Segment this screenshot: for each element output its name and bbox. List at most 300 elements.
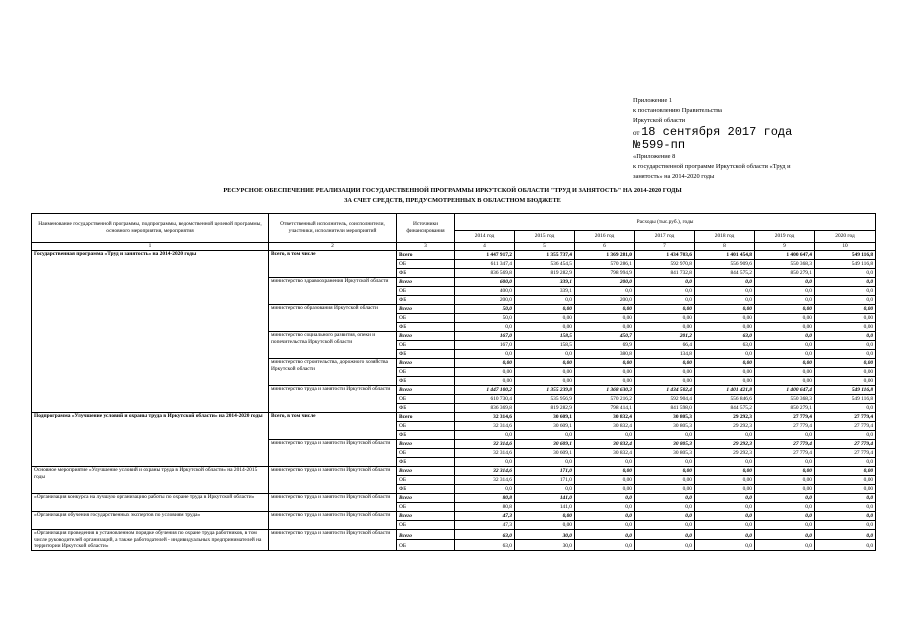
amount-cell: 167,0 <box>455 332 515 341</box>
executor-cell: министерство строительства, дорожного хозяйства Иркутской области <box>269 359 397 386</box>
amount-cell: 570 286,1 <box>575 260 635 269</box>
amount-cell: 0,00 <box>755 359 815 368</box>
amount-cell: 0,00 <box>515 314 575 323</box>
funding-source: ОБ <box>397 395 455 404</box>
amount-cell: 0,0 <box>695 287 755 296</box>
funding-source: ОБ <box>397 449 455 458</box>
amount-cell: 0,00 <box>695 377 755 386</box>
amount-cell: 0,00 <box>755 305 815 314</box>
executor-cell: министерство труда и занятости Иркутской области <box>269 386 397 413</box>
amount-cell: 836 369,8 <box>455 404 515 413</box>
amount-cell: 549 116,8 <box>815 386 876 395</box>
amount-cell: 80,8 <box>455 494 515 503</box>
table-row <box>32 530 876 540</box>
amount-cell: 0,00 <box>755 476 815 485</box>
amount-cell: 0,00 <box>635 359 695 368</box>
amount-cell: 30,0 <box>515 530 575 540</box>
amount-cell: 30 805,3 <box>635 413 695 422</box>
amount-cell: 32 314,6 <box>455 413 515 422</box>
amount-cell: 450,7 <box>575 332 635 341</box>
executor-cell: министерство труда и занятости Иркутской области <box>269 440 397 467</box>
amount-cell: 63,0 <box>455 530 515 540</box>
amount-cell: 0,0 <box>755 332 815 341</box>
resolution-number: 599-пп <box>641 138 686 152</box>
amount-cell: 0,0 <box>815 512 876 521</box>
amount-cell: 0,00 <box>755 323 815 332</box>
amount-cell: 0,0 <box>575 494 635 503</box>
amount-cell: 0,00 <box>455 359 515 368</box>
item-name: «Организация обучения государственных экспертов по условиям труда» <box>32 512 269 530</box>
year-header: 2018 год <box>695 231 755 243</box>
amount-cell: 0,0 <box>575 540 635 550</box>
amount-cell: 0,0 <box>515 296 575 305</box>
amount-cell: 0,0 <box>815 350 876 359</box>
resolution-number-line <box>633 139 792 152</box>
amount-cell: 0,00 <box>755 377 815 386</box>
amount-cell: 610 730,4 <box>455 395 515 404</box>
funding-source: ФБ <box>397 323 455 332</box>
amount-cell: 0,00 <box>635 377 695 386</box>
funding-source: ФБ <box>397 485 455 494</box>
amount-cell: 0,00 <box>815 377 876 386</box>
column-number: 9 <box>755 243 815 251</box>
amount-cell: 0,00 <box>575 305 635 314</box>
amount-cell: 1 400 647,4 <box>755 386 815 395</box>
amount-cell: 556 909,6 <box>695 260 755 269</box>
amount-cell: 0,0 <box>755 512 815 521</box>
year-header: 2014 год <box>455 231 515 243</box>
amount-cell: 200,0 <box>575 278 635 287</box>
funding-source: ОБ <box>397 341 455 350</box>
amount-cell: 32 314,6 <box>455 476 515 485</box>
item-name: «Организация конкурса на лучшую организацию работы по охране труда в Иркутской области» <box>32 494 269 512</box>
funding-source: ФБ <box>397 350 455 359</box>
table-row <box>32 413 876 422</box>
funding-source: ОБ <box>397 287 455 296</box>
amount-cell: 0,00 <box>815 359 876 368</box>
table-row <box>32 467 876 476</box>
amount-cell: 549 116,8 <box>815 260 876 269</box>
amount-cell: 1 401 421,8 <box>695 386 755 395</box>
amount-cell: 47,3 <box>455 521 515 530</box>
amount-cell: 0,0 <box>635 512 695 521</box>
header-name: Наименование государственной программы, подпрограммы, ведомственной целевой программы, основного мероприятия, мероприятия <box>32 214 269 243</box>
amount-cell: 0,0 <box>635 287 695 296</box>
amount-cell: 0,00 <box>815 314 876 323</box>
amount-cell: 400,0 <box>455 287 515 296</box>
amount-cell: 819 282,9 <box>515 269 575 278</box>
amount-cell: 0,0 <box>455 431 515 440</box>
amount-cell: 0,00 <box>635 323 695 332</box>
amount-cell: 0,00 <box>515 305 575 314</box>
amount-cell: 27 779,4 <box>755 422 815 431</box>
amount-cell: 27 779,4 <box>755 440 815 449</box>
amount-cell: 0,00 <box>635 485 695 494</box>
amount-cell: 30,0 <box>515 540 575 550</box>
column-number: 8 <box>695 243 755 251</box>
amount-cell: 836 569,8 <box>455 269 515 278</box>
amount-cell: 200,0 <box>575 296 635 305</box>
amount-cell: 0,00 <box>635 305 695 314</box>
amount-cell: 339,1 <box>515 287 575 296</box>
amount-cell: 819 282,9 <box>515 404 575 413</box>
amount-cell: 798 414,1 <box>575 404 635 413</box>
amount-cell: 158,5 <box>515 332 575 341</box>
year-header: 2019 год <box>755 231 815 243</box>
amount-cell: 32 314,6 <box>455 449 515 458</box>
amount-cell: 0,0 <box>455 485 515 494</box>
amount-cell: 380,8 <box>575 350 635 359</box>
funding-source: ОБ <box>397 260 455 269</box>
amount-cell: 30 832,4 <box>575 440 635 449</box>
amount-cell: 0,00 <box>635 467 695 476</box>
funding-source: ФБ <box>397 377 455 386</box>
amount-cell: 32 314,6 <box>455 422 515 431</box>
amount-cell: 0,0 <box>635 431 695 440</box>
amount-cell: 0,0 <box>695 278 755 287</box>
amount-cell: 0,0 <box>635 494 695 503</box>
amount-cell: 30 609,1 <box>515 413 575 422</box>
amount-cell: 0,0 <box>755 540 815 550</box>
amount-cell: 850 279,1 <box>755 269 815 278</box>
amount-cell: 0,0 <box>695 540 755 550</box>
amount-cell: 27 779,4 <box>755 413 815 422</box>
amount-cell: 0,00 <box>695 359 755 368</box>
amount-cell: 0,00 <box>515 377 575 386</box>
amount-cell: 1 368 630,3 <box>575 386 635 395</box>
funding-source: ФБ <box>397 458 455 467</box>
amount-cell: 0,0 <box>815 296 876 305</box>
amount-cell: 0,0 <box>755 458 815 467</box>
amount-cell: 0,0 <box>455 350 515 359</box>
amount-cell: 134,8 <box>635 350 695 359</box>
amount-cell: 0,0 <box>695 296 755 305</box>
funding-source: Всего <box>397 467 455 476</box>
amount-cell: 0,0 <box>695 503 755 512</box>
funding-source: ФБ <box>397 296 455 305</box>
funding-source: Всего <box>397 494 455 503</box>
funding-source: Всего <box>397 440 455 449</box>
executor-cell: Всего, в том числе <box>269 251 397 278</box>
amount-cell: 0,00 <box>575 476 635 485</box>
amount-cell: 0,0 <box>695 494 755 503</box>
amount-cell: 29 292,3 <box>695 440 755 449</box>
amount-cell: 0,0 <box>515 458 575 467</box>
amount-cell: 0,0 <box>755 503 815 512</box>
amount-cell: 0,00 <box>755 314 815 323</box>
amount-cell: 600,0 <box>455 278 515 287</box>
amount-cell: 30 832,4 <box>575 449 635 458</box>
funding-source: ОБ <box>397 314 455 323</box>
appendix-label: Приложение 1 <box>633 97 673 104</box>
amount-cell: 0,0 <box>575 530 635 540</box>
amount-cell: 1 434 502,4 <box>635 386 695 395</box>
amount-cell: 550 368,3 <box>755 395 815 404</box>
amount-cell: 0,00 <box>695 314 755 323</box>
funding-source: Всего <box>397 332 455 341</box>
executor-cell: министерство образования Иркутской области <box>269 305 397 332</box>
amount-cell: 27 779,4 <box>815 422 876 431</box>
amount-cell: 27 779,4 <box>815 413 876 422</box>
funding-source: ОБ <box>397 521 455 530</box>
amount-cell: 30 609,1 <box>515 449 575 458</box>
funding-source: ОБ <box>397 503 455 512</box>
item-name: Подпрограмма «Улучшение условий и охраны труда в Иркутской области» на 2014-2020 годы <box>32 413 269 467</box>
amount-cell: 592 970,8 <box>635 260 695 269</box>
column-number: 3 <box>397 243 455 251</box>
amount-cell: 1 400 647,4 <box>755 251 815 260</box>
amount-cell: 200,0 <box>455 296 515 305</box>
executor-cell: министерство труда и занятости Иркутской области <box>269 512 397 530</box>
amount-cell: 1 355 737,4 <box>515 251 575 260</box>
amount-cell: 844 575,2 <box>695 269 755 278</box>
funding-source: Всего <box>397 305 455 314</box>
amount-cell: 536 454,5 <box>515 260 575 269</box>
amount-cell: 0,0 <box>575 458 635 467</box>
amount-cell: 339,1 <box>515 278 575 287</box>
executor-cell: министерство здравоохранения Иркутской области <box>269 278 397 305</box>
funding-source: ОБ <box>397 476 455 485</box>
title-line-2: ЗА СЧЕТ СРЕДСТВ, ПРЕДУСМОТРЕННЫХ В ОБЛАСТНОМ БЮДЖЕТЕ <box>344 197 561 204</box>
amount-cell: 0,00 <box>695 467 755 476</box>
funding-source: ФБ <box>397 431 455 440</box>
amount-cell: 0,0 <box>455 323 515 332</box>
amount-cell: 167,0 <box>455 341 515 350</box>
amount-cell: 0,0 <box>515 485 575 494</box>
amount-cell: 0,00 <box>575 359 635 368</box>
amount-cell: 549 116,8 <box>815 251 876 260</box>
amount-cell: 0,0 <box>755 296 815 305</box>
executor-cell: Всего, в том числе <box>269 413 397 440</box>
amount-cell: 0,00 <box>755 467 815 476</box>
amount-cell: 32 314,6 <box>455 440 515 449</box>
amount-cell: 29 292,3 <box>695 422 755 431</box>
amount-cell: 0,0 <box>815 540 876 550</box>
amount-cell: 30 609,1 <box>515 422 575 431</box>
amount-cell: 171,0 <box>515 476 575 485</box>
amount-cell: 0,0 <box>575 431 635 440</box>
executor-cell: министерство социального развития, опеки и попечительства Иркутской области <box>269 332 397 359</box>
amount-cell: 0,0 <box>755 350 815 359</box>
amount-cell: 549 116,8 <box>815 395 876 404</box>
column-number: 10 <box>815 243 876 251</box>
amount-cell: 158,5 <box>515 341 575 350</box>
amount-cell: 0,00 <box>575 485 635 494</box>
amount-cell: 63,0 <box>695 341 755 350</box>
resolution-label: к постановлению Правительства <box>633 107 723 114</box>
document-header <box>633 96 792 182</box>
amount-cell: 0,00 <box>695 485 755 494</box>
amount-cell: 30 832,4 <box>575 422 635 431</box>
amount-cell: 0,00 <box>575 368 635 377</box>
executor-cell: министерство труда и занятости Иркутской области <box>269 467 397 494</box>
table-row <box>32 251 876 260</box>
amount-cell: 0,00 <box>695 368 755 377</box>
amount-cell: 0,0 <box>755 494 815 503</box>
amount-cell: 0,00 <box>635 476 695 485</box>
amount-cell: 141,0 <box>515 494 575 503</box>
date-prefix: от <box>633 129 640 137</box>
funding-source: Всего <box>397 278 455 287</box>
amount-cell: 0,00 <box>815 368 876 377</box>
amount-cell: 0,0 <box>755 521 815 530</box>
column-number: 4 <box>455 243 515 251</box>
amount-cell: 0,0 <box>695 521 755 530</box>
title-line-1: РЕСУРСНОЕ ОБЕСПЕЧЕНИЕ РЕАЛИЗАЦИИ ГОСУДАРСТВЕННОЙ ПРОГРАММЫ ИРКУТСКОЙ ОБЛАСТИ "ТРУД И ЗАНЯТОСТЬ" НА 2014-2020 ГОДЫ <box>223 187 682 194</box>
document-title <box>0 186 905 206</box>
amount-cell: 0,0 <box>635 458 695 467</box>
amount-cell: 29 292,3 <box>695 449 755 458</box>
amount-cell: 0,00 <box>635 314 695 323</box>
funding-source: ОБ <box>397 540 455 550</box>
funding-source: ОБ <box>397 422 455 431</box>
funding-source: Всего <box>397 359 455 368</box>
amount-cell: 0,0 <box>695 530 755 540</box>
amount-cell: 0,0 <box>755 341 815 350</box>
year-header: 2016 год <box>575 231 635 243</box>
funding-source: ФБ <box>397 269 455 278</box>
amount-cell: 30 805,3 <box>635 422 695 431</box>
amount-cell: 1 355 239,8 <box>515 386 575 395</box>
funding-source: Всего <box>397 251 455 260</box>
table-row <box>32 494 876 503</box>
amount-cell: 30 609,1 <box>515 440 575 449</box>
amount-cell: 0,0 <box>755 278 815 287</box>
amount-cell: 80,8 <box>455 503 515 512</box>
funding-source: ФБ <box>397 404 455 413</box>
funding-source: Всего <box>397 386 455 395</box>
column-number: 7 <box>635 243 695 251</box>
amount-cell: 0,0 <box>815 521 876 530</box>
amount-cell: 29 292,3 <box>695 413 755 422</box>
amount-cell: 0,0 <box>815 341 876 350</box>
item-name: «Организация проведения в установленном порядке обучения по охране труда работников, в том числе руководителей организаций, а также работодателей - индивидуальных предпринимателей на территории Иркутской области» <box>32 530 269 551</box>
amount-cell: 592 904,4 <box>635 395 695 404</box>
appendix8-label: «Приложение 8 <box>633 153 676 160</box>
amount-cell: 0,0 <box>635 530 695 540</box>
column-number: 6 <box>575 243 635 251</box>
amount-cell: 0,0 <box>575 287 635 296</box>
amount-cell: 66,4 <box>635 341 695 350</box>
amount-cell: 798 994,9 <box>575 269 635 278</box>
amount-cell: 0,00 <box>515 512 575 521</box>
amount-cell: 171,0 <box>515 467 575 476</box>
amount-cell: 0,0 <box>815 287 876 296</box>
amount-cell: 0,00 <box>815 467 876 476</box>
table-row <box>32 512 876 521</box>
amount-cell: 30 832,4 <box>575 413 635 422</box>
amount-cell: 0,0 <box>635 540 695 550</box>
amount-cell: 0,0 <box>815 332 876 341</box>
amount-cell: 0,0 <box>635 278 695 287</box>
amount-cell: 63,0 <box>455 540 515 550</box>
amount-cell: 0,0 <box>635 296 695 305</box>
amount-cell: 0,00 <box>815 476 876 485</box>
number-prefix: № <box>633 138 641 152</box>
amount-cell: 30 805,3 <box>635 449 695 458</box>
column-number: 5 <box>515 243 575 251</box>
amount-cell: 50,0 <box>455 314 515 323</box>
amount-cell: 0,0 <box>815 458 876 467</box>
year-header: 2020 год <box>815 231 876 243</box>
amount-cell: 0,00 <box>515 368 575 377</box>
amount-cell: 47,3 <box>455 512 515 521</box>
region-label: Иркутской области <box>633 117 686 124</box>
amount-cell: 0,0 <box>815 530 876 540</box>
amount-cell: 0,0 <box>755 530 815 540</box>
resource-table <box>31 213 876 551</box>
amount-cell: 0,00 <box>575 323 635 332</box>
amount-cell: 27 779,4 <box>815 449 876 458</box>
amount-cell: 0,0 <box>695 512 755 521</box>
amount-cell: 0,0 <box>695 350 755 359</box>
amount-cell: 30 805,3 <box>635 440 695 449</box>
column-number: 2 <box>269 243 397 251</box>
amount-cell: 844 575,2 <box>695 404 755 413</box>
amount-cell: 0,00 <box>515 521 575 530</box>
header-expenses: Расходы (тыс.руб.), годы <box>455 214 876 231</box>
year-header: 2017 год <box>635 231 695 243</box>
amount-cell: 201,2 <box>635 332 695 341</box>
resolution-date: 18 сентября 2017 года <box>641 125 793 139</box>
funding-source: Всего <box>397 512 455 521</box>
amount-cell: 0,0 <box>635 503 695 512</box>
amount-cell: 1 447 917,2 <box>455 251 515 260</box>
amount-cell: 0,00 <box>755 485 815 494</box>
amount-cell: 0,00 <box>815 305 876 314</box>
amount-cell: 0,0 <box>575 503 635 512</box>
amount-cell: 0,00 <box>755 368 815 377</box>
table-body <box>32 251 876 551</box>
amount-cell: 0,00 <box>695 323 755 332</box>
year-header: 2015 год <box>515 231 575 243</box>
amount-cell: 32 314,6 <box>455 467 515 476</box>
amount-cell: 0,0 <box>815 494 876 503</box>
amount-cell: 1 369 281,0 <box>575 251 635 260</box>
amount-cell: 550 368,3 <box>755 260 815 269</box>
amount-cell: 0,00 <box>695 305 755 314</box>
executor-cell: министерство труда и занятости Иркутской области <box>269 530 397 551</box>
program-ref-line1: к государственной программе Иркутской области «Труд и <box>633 163 791 170</box>
amount-cell: 1 401 454,8 <box>695 251 755 260</box>
amount-cell: 0,00 <box>575 314 635 323</box>
amount-cell: 0,0 <box>755 431 815 440</box>
amount-cell: 0,0 <box>515 350 575 359</box>
amount-cell: 0,00 <box>695 476 755 485</box>
amount-cell: 841 732,8 <box>635 269 695 278</box>
amount-cell: 0,0 <box>695 458 755 467</box>
amount-cell: 0,0 <box>815 431 876 440</box>
amount-cell: 1 434 703,6 <box>635 251 695 260</box>
amount-cell: 1 447 100,2 <box>455 386 515 395</box>
amount-cell: 0,00 <box>455 368 515 377</box>
amount-cell: 0,00 <box>815 323 876 332</box>
amount-cell: 0,0 <box>755 287 815 296</box>
item-name: Основное мероприятие «Улучшение условий и охраны труда в Иркутской области» на 2014-2015 годы <box>32 467 269 494</box>
amount-cell: 27 779,4 <box>815 440 876 449</box>
amount-cell: 0,0 <box>455 458 515 467</box>
amount-cell: 0,0 <box>695 431 755 440</box>
amount-cell: 50,0 <box>455 305 515 314</box>
amount-cell: 141,0 <box>515 503 575 512</box>
funding-source: Всего <box>397 530 455 540</box>
amount-cell: 0,00 <box>575 377 635 386</box>
amount-cell: 0,00 <box>815 485 876 494</box>
amount-cell: 850 279,1 <box>755 404 815 413</box>
amount-cell: 0,0 <box>575 512 635 521</box>
amount-cell: 611 347,4 <box>455 260 515 269</box>
amount-cell: 27 779,4 <box>755 449 815 458</box>
